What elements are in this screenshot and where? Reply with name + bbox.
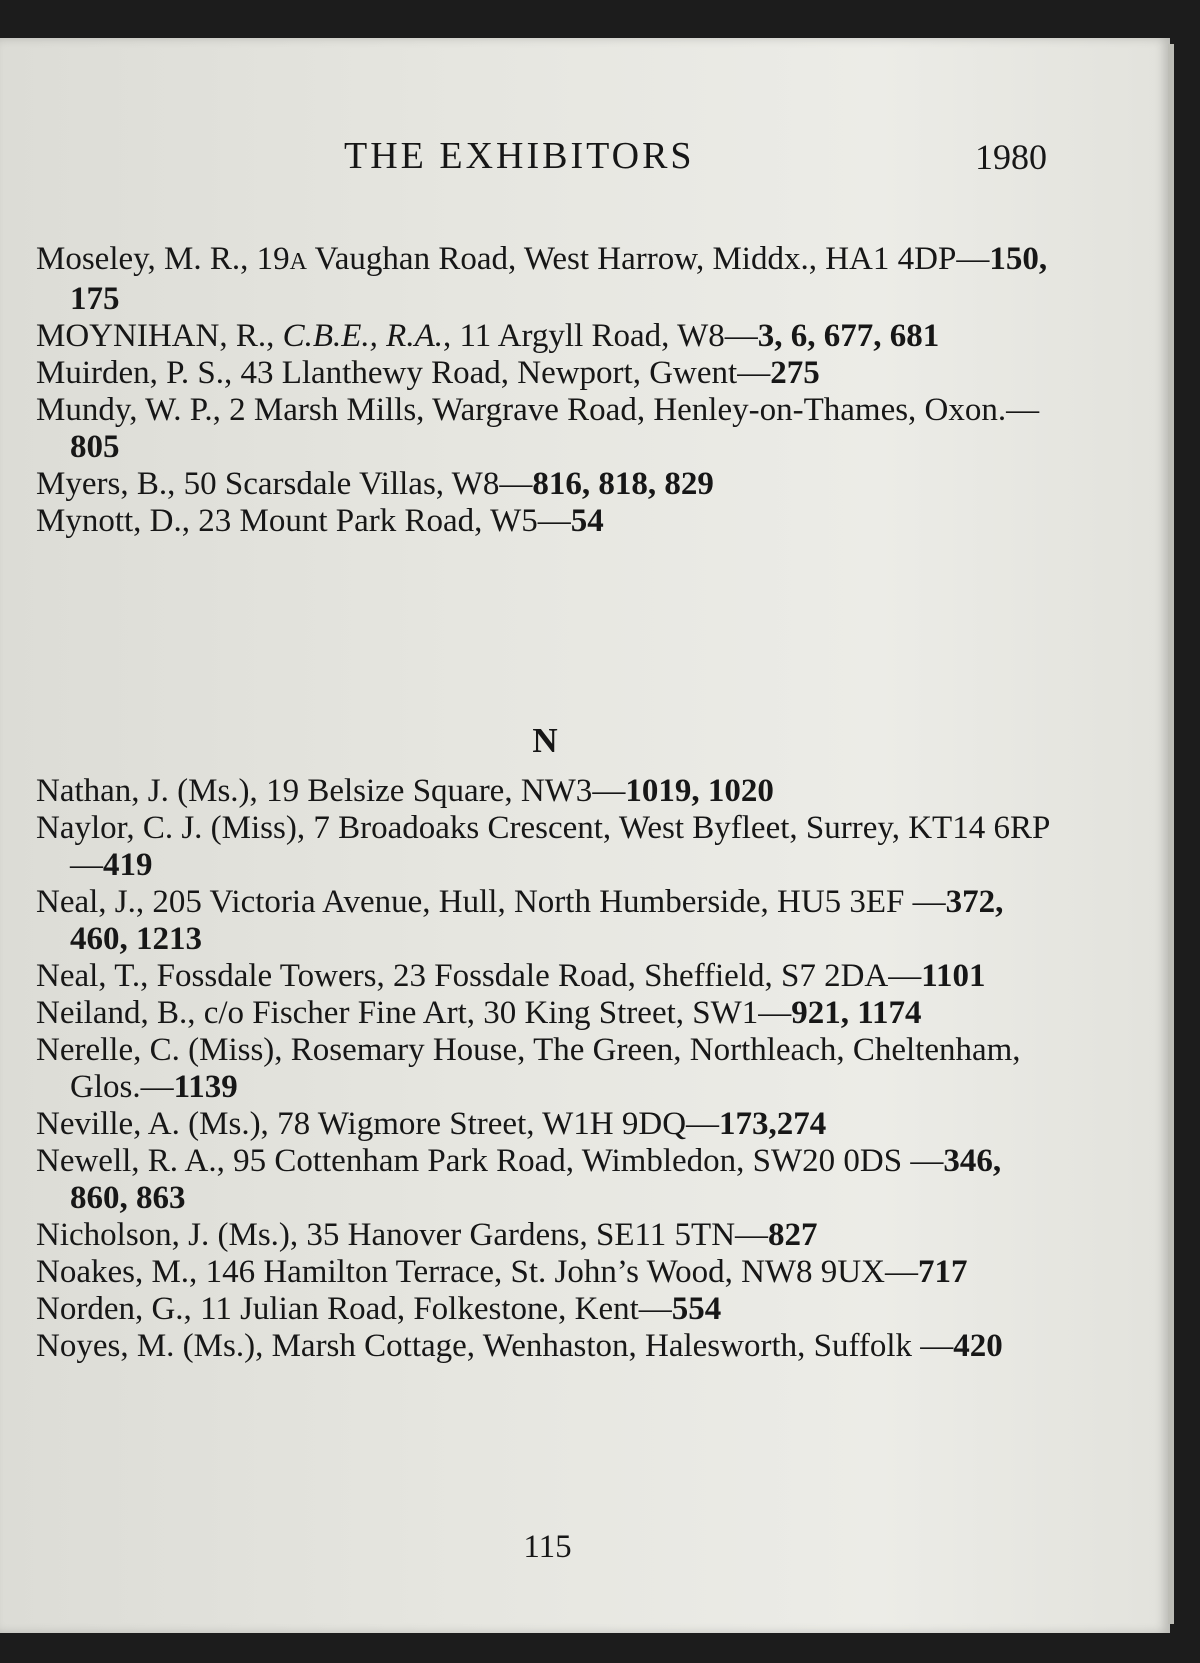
- exhibitor-name: Muirden, P. S.,: [36, 355, 241, 391]
- dash: —: [884, 1254, 918, 1290]
- exhibitor-address: 146 Hamilton Terrace, St. John’s Wood, NW8 9UX: [205, 1254, 885, 1290]
- dash: —: [735, 1217, 769, 1253]
- exhibitor-name: Mundy, W. P.,: [36, 392, 230, 428]
- catalogue-numbers: 554: [671, 1291, 722, 1327]
- exhibitor-entry: [36, 810, 1060, 884]
- exhibitor-entry: [36, 241, 1060, 318]
- book-page: [0, 38, 1170, 1633]
- dash: —: [1006, 392, 1040, 428]
- exhibitor-name: Nerelle, C. (Miss),: [36, 1032, 291, 1068]
- exhibitor-name: Myers, B.,: [36, 466, 184, 502]
- exhibitor-name: MOYNIHAN, R.,: [36, 318, 283, 354]
- exhibitor-name: Norden, G.,: [36, 1291, 201, 1327]
- dash: —: [592, 773, 626, 809]
- exhibitor-address: Vaughan Road, West Harrow, Middx., HA1 4DP: [306, 241, 957, 277]
- dash: —: [912, 884, 946, 920]
- exhibitor-address: , 11 Argyll Road, W8: [443, 318, 725, 354]
- exhibitor-entry: [36, 995, 1060, 1032]
- exhibitor-entry: [36, 392, 1060, 466]
- exhibitor-address: 11 Julian Road, Folkestone, Kent: [200, 1291, 639, 1327]
- exhibitor-entry: [36, 1032, 1060, 1106]
- catalogue-numbers: 816, 818, 829: [532, 466, 714, 502]
- exhibitor-address: Rosemary House, The Green, Northleach, Cheltenham, Glos.: [70, 1032, 1021, 1105]
- catalogue-numbers: 1019, 1020: [625, 773, 774, 809]
- exhibitor-entry: [36, 318, 1060, 355]
- running-head: [0, 134, 1060, 184]
- running-title: THE EXHIBITORS: [344, 135, 695, 177]
- catalogue-numbers: 419: [103, 847, 153, 883]
- catalogue-numbers: 921, 1174: [791, 995, 922, 1031]
- exhibitor-name: Newell, R. A.,: [36, 1143, 234, 1179]
- exhibitor-entry: [36, 1254, 1060, 1291]
- exhibitor-address: 43 Llanthewy Road, Newport, Gwent: [240, 355, 738, 391]
- dash: —: [70, 847, 103, 883]
- dash: —: [920, 1328, 954, 1364]
- exhibitor-entry: [36, 466, 1060, 503]
- exhibitor-address: 35 Hanover Gardens, SE11 5TN: [306, 1217, 736, 1253]
- exhibitor-address: 50 Scarsdale Villas, W8: [183, 466, 500, 502]
- catalogue-numbers: 173,274: [719, 1106, 827, 1142]
- exhibitor-entry: [36, 1291, 1060, 1328]
- dash: —: [537, 503, 571, 539]
- exhibitor-name: Naylor, C. J. (Miss),: [36, 810, 314, 846]
- exhibitor-name: Neiland, B.,: [36, 995, 204, 1031]
- section-heading: N: [532, 721, 558, 760]
- catalogue-numbers: 420: [953, 1328, 1003, 1364]
- exhibitor-address: 19 Belsize Square, NW3: [266, 773, 593, 809]
- exhibitor-name: Moseley, M. R.,: [36, 241, 257, 277]
- exhibitor-address: 7 Broadoaks Crescent, West Byfleet, Surrey, KT14 6RP: [313, 810, 1051, 846]
- exhibitor-address: c/o Fischer Fine Art, 30 King Street, SW1: [203, 995, 759, 1031]
- dash: —: [956, 241, 990, 277]
- dash: —: [140, 1069, 174, 1105]
- catalogue-numbers: 1139: [173, 1069, 238, 1105]
- exhibitor-address: 19: [256, 241, 290, 277]
- exhibitor-name: Noyes, M. (Ms.),: [36, 1328, 272, 1364]
- catalogue-numbers: 150, 175: [70, 241, 1048, 317]
- dash: —: [758, 995, 792, 1031]
- exhibitor-address: Marsh Cottage, Wenhaston, Halesworth, Suffolk: [271, 1328, 921, 1364]
- exhibitor-name: Nathan, J. (Ms.),: [36, 773, 267, 809]
- exhibitor-address: 23 Mount Park Road, W5: [198, 503, 538, 539]
- exhibitor-list-n: [36, 773, 1060, 1365]
- exhibitor-address: 205 Victoria Avenue, Hull, North Humberside, HU5 3EF: [152, 884, 913, 920]
- exhibitor-entry: [36, 1143, 1060, 1217]
- exhibitor-entry: [36, 355, 1060, 392]
- dash: —: [638, 1291, 672, 1327]
- exhibitor-address: 78 Wigmore Street, W1H 9DQ: [277, 1106, 687, 1142]
- exhibitor-entry: [36, 1328, 1060, 1365]
- exhibitor-address-suffix: A: [289, 249, 307, 275]
- exhibitor-entry: [36, 958, 1060, 995]
- dash: —: [888, 958, 922, 994]
- exhibitor-address: 95 Cottenham Park Road, Wimbledon, SW20 0DS: [233, 1143, 911, 1179]
- exhibitor-entry: [36, 884, 1060, 958]
- dash: —: [499, 466, 533, 502]
- catalogue-numbers: 372, 460, 1213: [70, 884, 1004, 957]
- exhibitor-address: 2 Marsh Mills, Wargrave Road, Henley-on-Thames, Oxon.: [229, 392, 1007, 428]
- exhibitor-entry: [36, 1217, 1060, 1254]
- catalogue-numbers: 346, 860, 863: [70, 1143, 1002, 1216]
- exhibitor-entry: [36, 503, 1060, 540]
- exhibitor-address: Fossdale Towers, 23 Fossdale Road, Sheffield, S7 2DA: [156, 958, 889, 994]
- dash: —: [737, 355, 771, 391]
- exhibitor-entry: [36, 1106, 1060, 1143]
- page-edge: [1168, 44, 1174, 1624]
- exhibitor-name: Neville, A. (Ms.),: [36, 1106, 278, 1142]
- catalogue-numbers: 275: [770, 355, 820, 391]
- exhibitor-name: Nicholson, J. (Ms.),: [36, 1217, 307, 1253]
- dash: —: [686, 1106, 720, 1142]
- exhibitor-honours: C.B.E., R.A.: [282, 318, 443, 354]
- exhibitor-name: Neal, T.,: [36, 958, 157, 994]
- running-year: 1980: [975, 137, 1047, 177]
- exhibitor-name: Noakes, M.,: [36, 1254, 206, 1290]
- catalogue-numbers: 1101: [921, 958, 986, 994]
- catalogue-numbers: 717: [917, 1254, 968, 1290]
- catalogue-numbers: 827: [768, 1217, 818, 1253]
- catalogue-numbers: 3, 6, 677, 681: [757, 318, 940, 354]
- exhibitor-name: Mynott, D.,: [36, 503, 199, 539]
- catalogue-numbers: 54: [570, 503, 604, 539]
- dash: —: [724, 318, 758, 354]
- exhibitor-entry: [36, 773, 1060, 810]
- catalogue-numbers: 805: [70, 429, 120, 465]
- exhibitor-list-m: [36, 241, 1060, 540]
- exhibitor-name: Neal, J.,: [36, 884, 153, 920]
- page-number: 115: [523, 1529, 572, 1565]
- dash: —: [910, 1143, 944, 1179]
